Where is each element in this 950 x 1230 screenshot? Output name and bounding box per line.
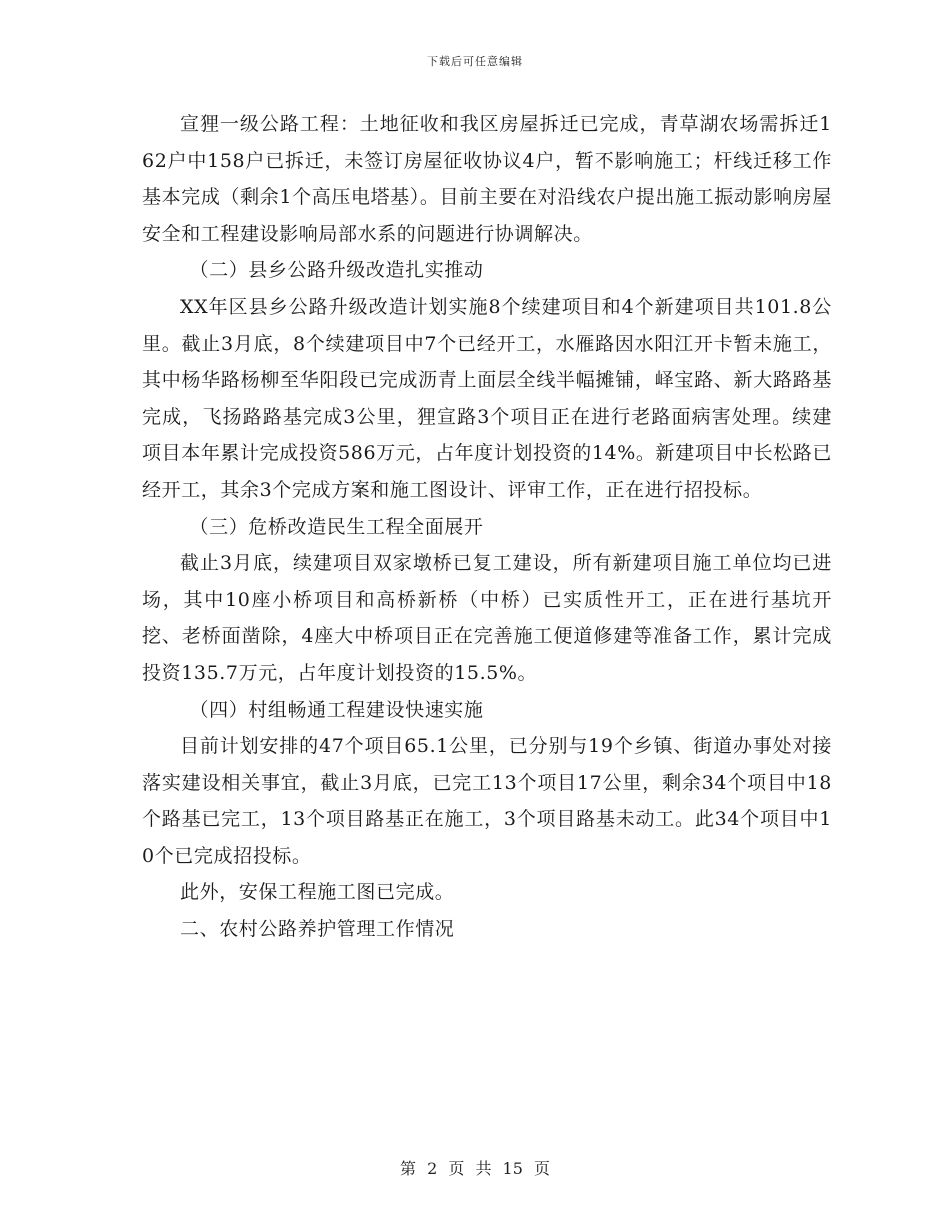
paragraph-bridge-repair: 截止3月底，续建项目双家墩桥已复工建设，所有新建项目施工单位均已进场，其中10座小桥项目和高桥新桥（中桥）已实质性开工，正在进行基坑开挖、老桥面凿除，4座大中桥项目正在完善施工便道修建等准备工作，累计完成投资135.7万元，占年度计划投资的15.5%。 — [142, 552, 832, 684]
document-body — [142, 106, 832, 948]
section-heading-county-roads: （二）县乡公路升级改造扎实推动 — [189, 259, 484, 282]
page-header-note: 下载后可任意编辑 — [427, 55, 523, 68]
paragraph-village-roads: 目前计划安排的47个项目65.1公里，已分别与19个乡镇、街道办事处对接落实建设相关事宜，截止3月底，已完工13个项目17公里，剩余34个项目中18个路基已完工，13个项目路基正在施工，3个项目路基未动工。此34个项目中10个已完成招投标。 — [142, 735, 832, 867]
page-number-footer: 第 2 页 共 15 页 — [400, 1159, 550, 1178]
section-heading-bridge-repair: （三）危桥改造民生工程全面展开 — [189, 515, 484, 538]
paragraph-safety-works: 此外，安保工程施工图已完成。 — [180, 881, 455, 904]
section-heading-maintenance: 二、农村公路养护管理工作情况 — [180, 918, 455, 941]
paragraph-xuanli-highway: 宣狸一级公路工程：土地征收和我区房屋拆迁已完成，青草湖农场需拆迁162户中158户已拆迁，未签订房屋征收协议4户，暂不影响施工；杆线迁移工作基本完成（剩余1个高压电塔基）。目前主要在对沿线农户提出施工振动影响房屋安全和工程建设影响局部水系的问题进行协调解决。 — [142, 113, 832, 245]
section-heading-village-roads: （四）村组畅通工程建设快速实施 — [189, 698, 484, 721]
paragraph-county-roads: XX年区县乡公路升级改造计划实施8个续建项目和4个新建项目共101.8公里。截止3月底，8个续建项目中7个已经开工，水雁路因水阳江开卡暂未施工，其中杨华路杨柳至华阳段已完成沥青上面层全线半幅摊铺，峄宝路、新大路路基完成，飞扬路路基完成3公里，狸宣路3个项目正在进行老路面病害处理。续建项目本年累计完成投资586万元，占年度计划投资的14%。新建项目中长松路已经开工，其余3个完成方案和施工图设计、评审工作，正在进行招投标。 — [142, 295, 832, 501]
